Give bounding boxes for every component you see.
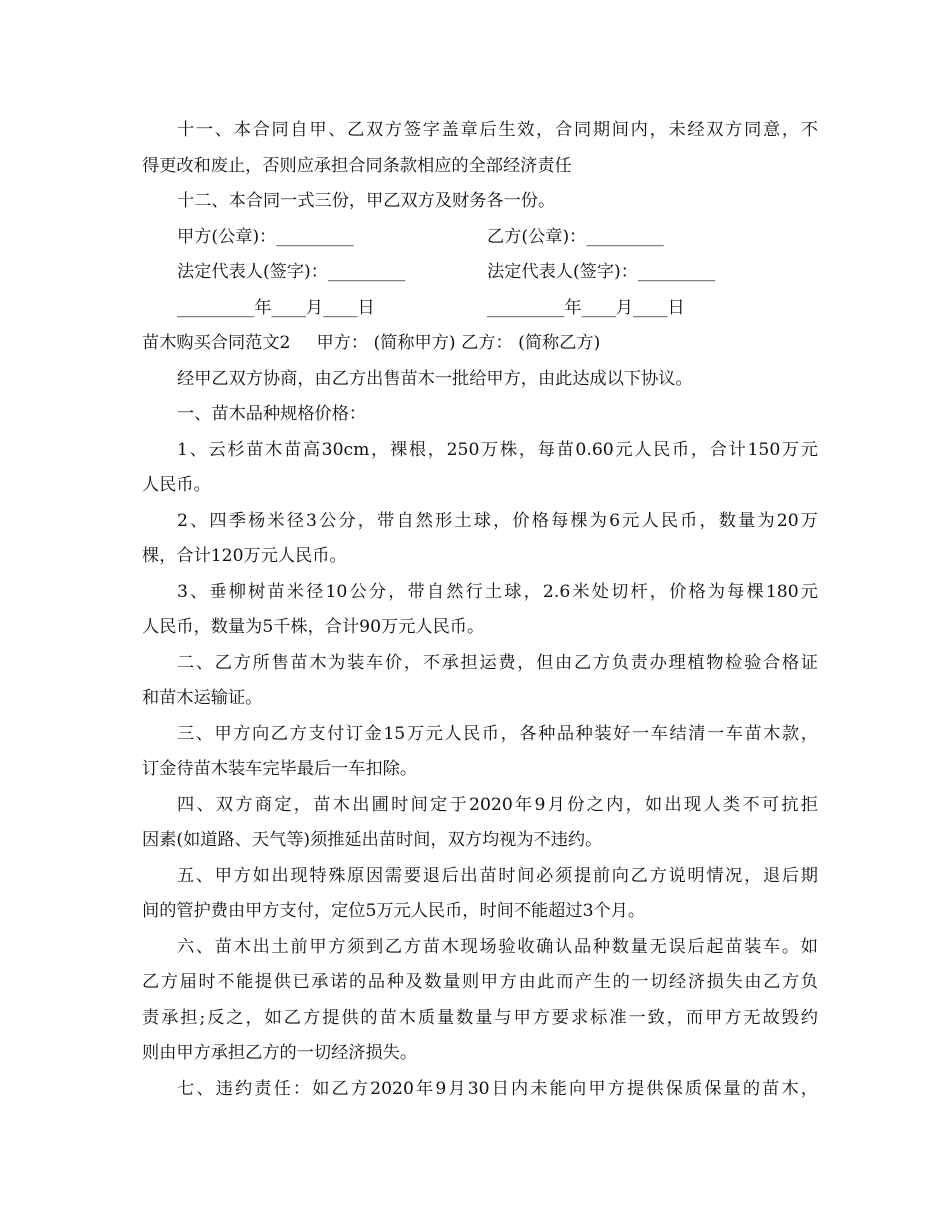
party-a-representative-field: 法定代表人(签字)：_________ <box>177 262 406 282</box>
paragraph-line: 2、四季杨米径3公分，带自然形土球，价格每棵为6元人民币，数量为20万 <box>177 510 818 531</box>
paragraph-line: 1、云杉苗木苗高30cm，裸根，250万株，每苗0.60元人民币，合计150万元 <box>177 439 818 460</box>
contract-title: 苗木购买合同范文2 <box>142 333 291 353</box>
party-a-seal-field: 甲方(公章)：_________ <box>177 226 354 247</box>
paragraph-line: 六、苗木出土前甲方须到乙方苗木现场验收确认品种数量无误后起苗装车。如 <box>177 936 818 957</box>
paragraph-line: 和苗木运输证。 <box>142 688 263 708</box>
paragraph-line: 3、垂柳树苗米径10公分，带自然行土球，2.6米处切杆，价格为每棵180元 <box>177 581 818 602</box>
signature-row-representative <box>142 255 818 291</box>
paragraph-line: 七、违约责任：如乙方2020年9月30日内未能向甲方提供保质保量的苗木， <box>177 1078 818 1099</box>
party-b-representative-field: 法定代表人(签字)：_________ <box>487 262 716 282</box>
signature-row-date <box>142 291 818 327</box>
paragraph-line: 二、乙方所售苗木为装车价，不承担运费，但由乙方负责办理植物检验合格证 <box>177 652 818 673</box>
paragraph-line: 人民币，数量为5千株，合计90万元人民币。 <box>142 617 485 637</box>
party-b-seal-field: 乙方(公章)：_________ <box>487 226 664 247</box>
paragraph-line: 间的管护费由甲方支付，定位5万元人民币，时间不能超过3个月。 <box>142 901 646 921</box>
paragraph-line: 因素(如道路、天气等)须推延出苗时间，双方均视为不违约。 <box>142 830 603 850</box>
paragraph-line: 订金待苗木装车完毕最后一车扣除。 <box>142 759 418 779</box>
paragraph-line: 得更改和废止，否则应承担合同条款相应的全部经济责任 <box>142 155 572 176</box>
paragraph-line: 人民币。 <box>142 475 211 495</box>
paragraph-line: 十二、本合同一式三份，甲乙双方及财务各一份。 <box>177 191 556 211</box>
contract-parties: 甲方： (简称甲方) 乙方： (简称乙方) <box>316 333 601 353</box>
party-a-date-field: _________年____月____日 <box>177 297 375 318</box>
paragraph-line: 三、甲方向乙方支付订金15万元人民币，各种品种装好一车结清一车苗木款， <box>177 723 818 744</box>
paragraph-line: 则由甲方承担乙方的一切经济损失。 <box>142 1043 418 1063</box>
signature-row-seal <box>142 220 818 256</box>
paragraph-line: 十一、本合同自甲、乙双方签字盖章后生效，合同期间内，未经双方同意，不 <box>177 120 818 140</box>
paragraph-line: 五、甲方如出现特殊原因需要退后出苗时间必须提前向乙方说明情况，退后期 <box>177 865 818 886</box>
paragraph-line: 经甲乙双方协商，由乙方出售苗木一批给甲方，由此达成以下协议。 <box>177 368 693 389</box>
section-heading: 一、苗木品种规格价格： <box>177 404 367 424</box>
paragraph-line: 责承担;反之，如乙方提供的苗木质量数量与甲方要求标准一致，而甲方无故毁约 <box>142 1007 818 1028</box>
paragraph-line: 四、双方商定，苗木出圃时间定于2020年9月份之内，如出现人类不可抗拒 <box>177 794 818 815</box>
contract-title-line <box>142 326 818 362</box>
paragraph-line: 棵，合计120万元人民币。 <box>142 546 347 566</box>
party-b-date-field: _________年____月____日 <box>487 297 685 318</box>
paragraph-line: 乙方届时不能提供已承诺的品种及数量则甲方由此而产生的一切经济损失由乙方负 <box>142 972 818 992</box>
